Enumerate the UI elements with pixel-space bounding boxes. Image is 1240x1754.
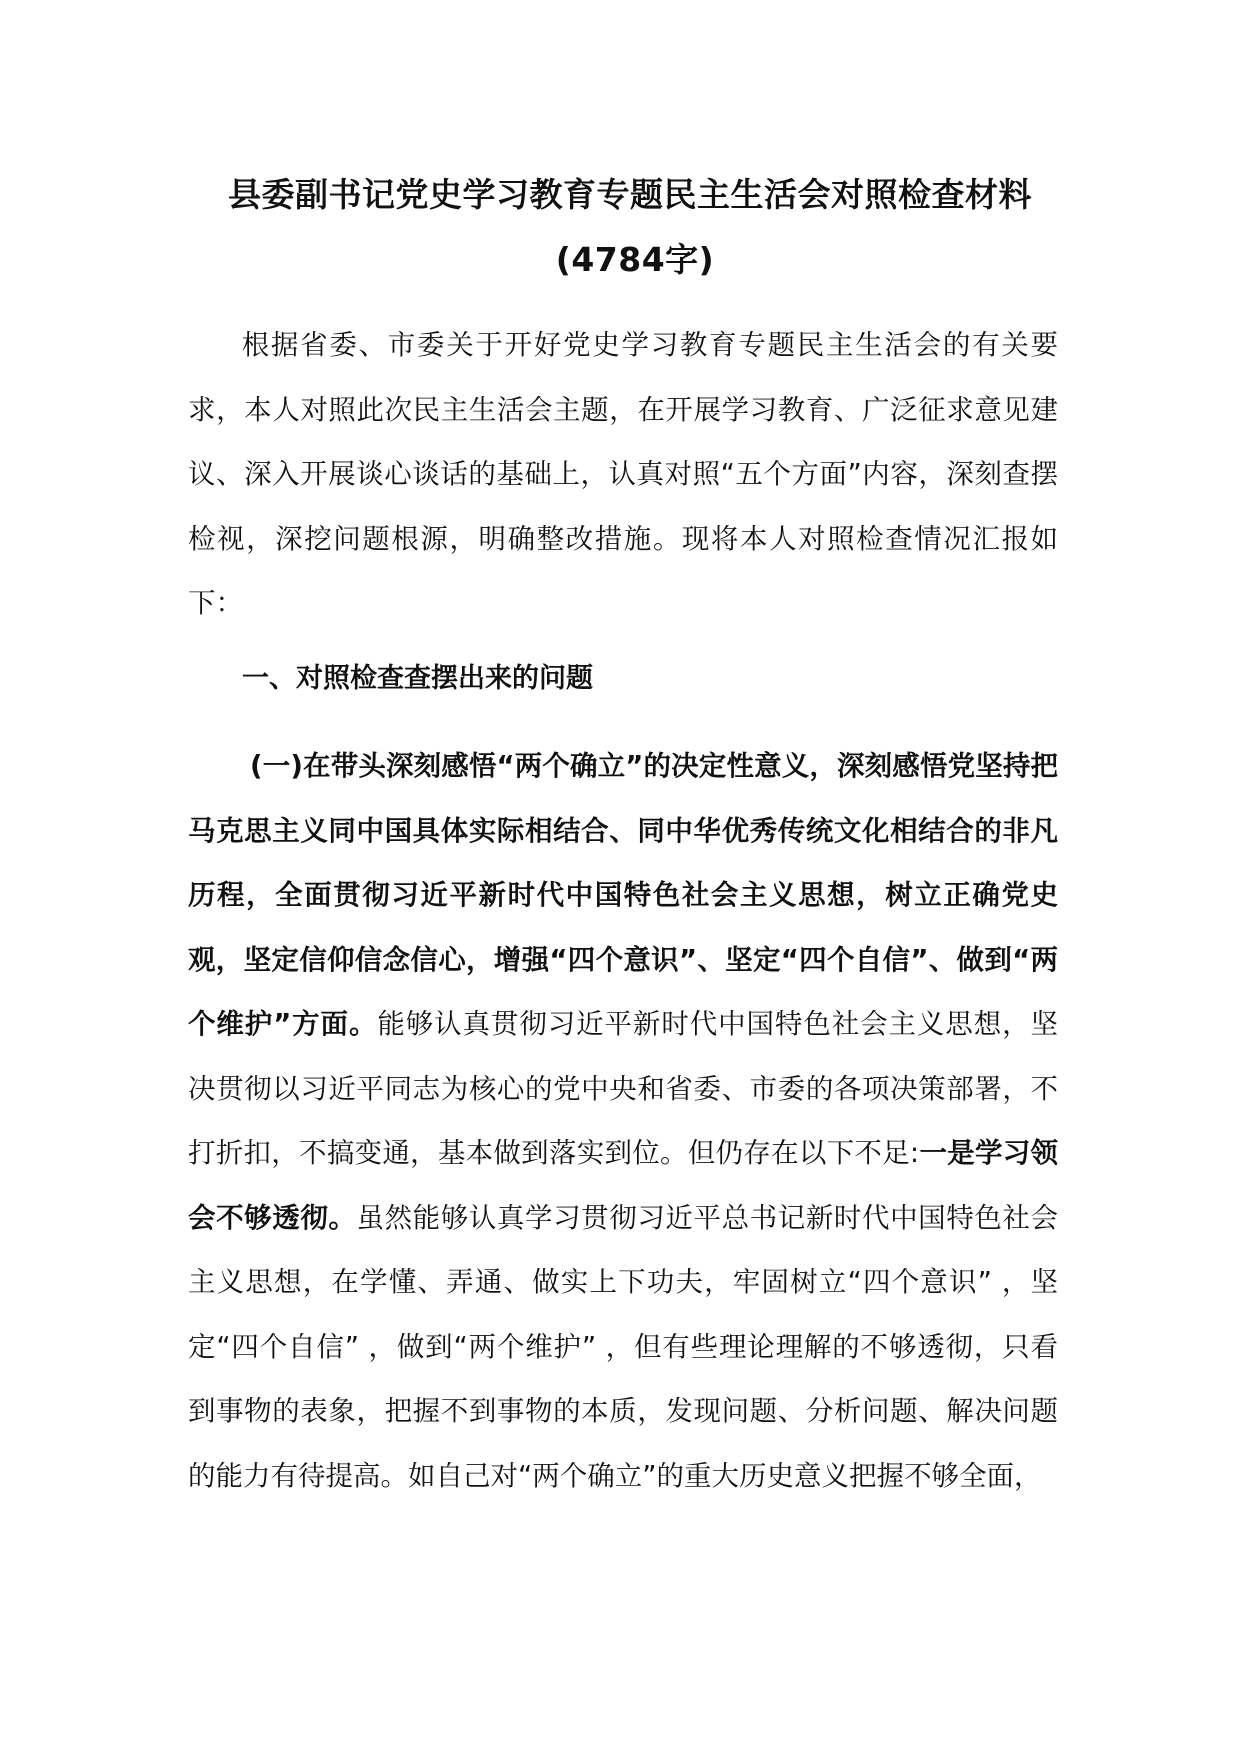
document-title: 县委副书记党史学习教育专题民主生活会对照检查材料 <box>228 175 1032 214</box>
section-heading: 一、对照检查查摆出来的问题 <box>242 663 593 694</box>
document-word-count: (4784字) <box>555 240 715 279</box>
subsection-text-1: 能够认真贯彻习近平新时代中国特色社会主义思想，坚决贯彻以习近平同志为核心的党中央和省委、市委的各项决策部署，不打折扣，不搞变通，基本做到落实到位。但仍存在以下不足: <box>188 1008 1058 1169</box>
subsection-paragraph <box>188 734 1058 1508</box>
subsection-text-2: 虽然能够认真学习贯彻习近平总书记新时代中国特色社会主义思想，在学懂、弄通、做实上下功夫，牢固树立“四个意识” ，坚定“四个自信” ，做到“两个维护” ，但有些理论理解的不够透彻，只看到事物的表象，把握不到事物的本质，发现问题、分析问题、解决问题的能力有待提高。如自己对“两个确立”的重大历史意义把握不够全面， <box>188 1201 1058 1492</box>
intro-paragraph-text: 根据省委、市委关于开好党史学习教育专题民主生活会的有关要求，本人对照此次民主生活会主题，在开展学习教育、广泛征求意见建议、深入开展谈心谈话的基础上，认真对照“五个方面”内容，深刻查摆检视，深挖问题根源，明确整改措施。现将本人对照检查情况汇报如下： <box>188 329 1058 619</box>
subsection-title: (一)在带头深刻感悟“两个确立”的决定性意义，深刻感悟党坚持把马克思主义同中国具体实际相结合、同中华优秀传统文化相结合的非凡历程，全面贯彻习近平新时代中国特色社会主义思想，树立正确党史观，坚定信仰信念信心，增强“四个意识”、坚定“四个自信”、做到“两个维护”方面。 <box>188 750 1058 1040</box>
intro-paragraph <box>188 313 1058 636</box>
point-1-title: 一是学习领会不够透彻。 <box>188 1137 1058 1234</box>
